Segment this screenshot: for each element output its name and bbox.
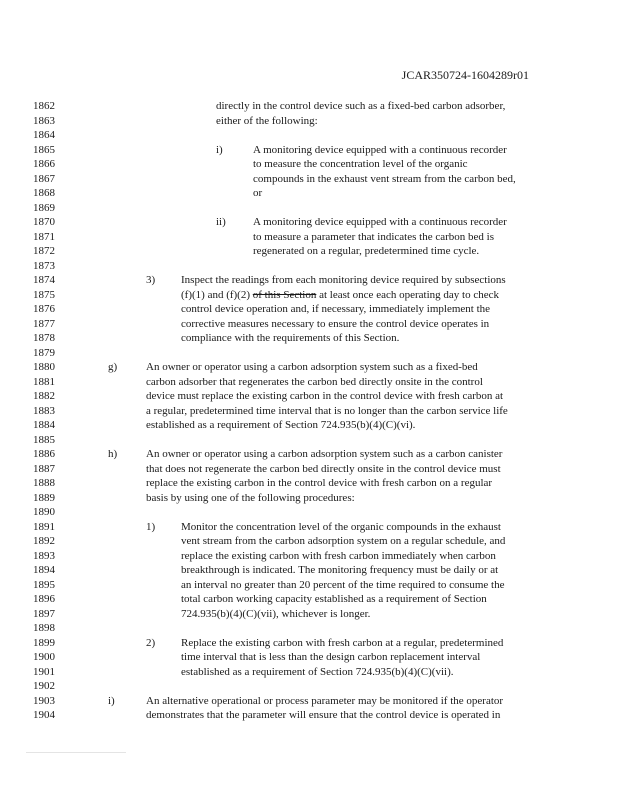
line-number: 1885 xyxy=(33,433,55,446)
line-number: 1899 xyxy=(33,636,55,649)
line-number: 1862 xyxy=(33,100,55,112)
paragraph-text: to measure the concentration level of the organic xyxy=(253,158,468,170)
line-number: 1866 xyxy=(33,158,55,170)
line-number: 1883 xyxy=(33,404,55,417)
line-number: 1888 xyxy=(33,477,55,489)
paragraph-text: Monitor the concentration level of the organic compounds in the exhaust xyxy=(181,520,501,533)
item-label: 3) xyxy=(146,274,156,286)
line-number: 1887 xyxy=(33,462,55,475)
paragraph-text: demonstrates that the parameter will ensure that the control device is operated in xyxy=(146,709,501,721)
line-number: 1881 xyxy=(33,375,55,388)
paragraph-text: established as a requirement of Section 724.935(b)(4)(C)(vii). xyxy=(181,665,454,678)
line-number: 1877 xyxy=(33,317,55,330)
line-number: 1884 xyxy=(33,419,55,431)
paragraph-text: total carbon working capacity established as a requirement of Section xyxy=(181,593,487,605)
line-number: 1882 xyxy=(33,390,55,402)
line-number: 1892 xyxy=(33,535,55,547)
line-number: 1903 xyxy=(33,694,55,707)
paragraph-text: a regular, predetermined time interval that is no longer than the carbon service life xyxy=(146,404,508,417)
paragraph-text: An alternative operational or process parameter may be monitored if the operator xyxy=(146,694,504,707)
paragraph-text: carbon adsorber that regenerates the carbon bed directly onsite in the control xyxy=(146,375,483,388)
line-number: 1865 xyxy=(33,143,55,156)
line-number: 1876 xyxy=(33,303,55,315)
line-number: 1889 xyxy=(33,491,55,504)
line-number: 1864 xyxy=(33,129,55,141)
struck-text: of this Section xyxy=(252,288,317,301)
paragraph-text-part: at least once each operating day to check xyxy=(319,288,499,301)
paragraph-text: regenerated on a regular, predetermined time cycle. xyxy=(253,245,480,257)
paragraph-text xyxy=(181,288,499,303)
paragraph-text: to measure a parameter that indicates the carbon bed is xyxy=(253,230,494,243)
paragraph-text: Replace the existing carbon with fresh carbon at a regular, predetermined xyxy=(181,636,504,649)
line-number: 1901 xyxy=(33,665,55,678)
paragraph-text: replace the existing carbon with fresh carbon immediately when carbon xyxy=(181,549,496,562)
paragraph-text: replace the existing carbon in the control device with fresh carbon on a regular xyxy=(146,477,493,489)
line-number: 1893 xyxy=(33,549,55,562)
paragraph-text: either of the following: xyxy=(216,114,318,127)
paragraph-text-part: (f)(1) and (f)(2) xyxy=(181,288,251,301)
line-number: 1879 xyxy=(33,346,55,359)
line-number: 1886 xyxy=(33,448,55,460)
paragraph-text: An owner or operator using a carbon adsorption system such as a fixed-bed xyxy=(146,361,478,373)
paragraph-text: established as a requirement of Section 724.935(b)(4)(C)(vi). xyxy=(146,419,416,431)
line-number: 1869 xyxy=(33,201,55,214)
paragraph-text: time interval that is less than the design carbon replacement interval xyxy=(181,651,481,663)
line-number: 1867 xyxy=(33,172,55,185)
item-label: g) xyxy=(108,361,118,373)
paragraph-text: compounds in the exhaust vent stream from the carbon bed, xyxy=(253,172,516,185)
paragraph-text: A monitoring device equipped with a continuous recorder xyxy=(253,143,507,156)
paragraph-text: corrective measures necessary to ensure the control device operates in xyxy=(181,317,490,330)
paragraph-text: an interval no greater than 20 percent of the time required to consume the xyxy=(181,578,505,591)
paragraph-text: control device operation and, if necessary, immediately implement the xyxy=(181,303,491,315)
line-number: 1895 xyxy=(33,578,55,591)
item-label: 2) xyxy=(146,636,156,649)
paragraph-text: Inspect the readings from each monitoring device required by subsections xyxy=(181,274,506,286)
line-number: 1891 xyxy=(33,520,55,533)
item-label: h) xyxy=(108,448,118,460)
line-number: 1894 xyxy=(33,564,55,576)
paragraph-text: or xyxy=(253,187,263,199)
document-id: JCAR350724-1604289r01 xyxy=(401,68,529,82)
line-number: 1875 xyxy=(33,288,55,301)
line-number: 1878 xyxy=(33,332,55,344)
item-label: ii) xyxy=(216,216,226,228)
line-number: 1898 xyxy=(33,622,55,634)
line-number: 1874 xyxy=(33,274,55,286)
paragraph-text: breakthrough is indicated. The monitoring frequency must be daily or at xyxy=(181,564,499,576)
line-number: 1880 xyxy=(33,361,55,373)
paragraph-text: A monitoring device equipped with a continuous recorder xyxy=(253,216,507,228)
paragraph-text: 724.935(b)(4)(C)(vii), whichever is longer. xyxy=(181,607,371,620)
line-number: 1890 xyxy=(33,506,55,518)
line-number: 1900 xyxy=(33,651,55,663)
paragraph-text: compliance with the requirements of this Section. xyxy=(181,332,400,344)
item-label: i) xyxy=(216,143,223,156)
paragraph-text: device must replace the existing carbon in the control device with fresh carbon at xyxy=(146,390,504,402)
footer-divider xyxy=(26,752,126,753)
line-number: 1897 xyxy=(33,607,55,620)
paragraph-text: that does not regenerate the carbon bed directly onsite in the control device must xyxy=(146,462,501,475)
line-number: 1871 xyxy=(33,230,55,243)
line-number: 1868 xyxy=(33,187,55,199)
line-number: 1904 xyxy=(33,709,55,721)
line-number: 1863 xyxy=(33,114,55,127)
line-number: 1896 xyxy=(33,593,55,605)
item-label: i) xyxy=(108,694,115,707)
line-number: 1872 xyxy=(33,245,55,257)
line-number: 1870 xyxy=(33,216,55,228)
paragraph-text: directly in the control device such as a fixed-bed carbon adsorber, xyxy=(216,100,506,112)
paragraph-text: vent stream from the carbon adsorption system on a regular schedule, and xyxy=(181,535,506,547)
paragraph-text: basis by using one of the following procedures: xyxy=(146,491,355,504)
paragraph-text: An owner or operator using a carbon adsorption system such as a carbon canister xyxy=(146,448,503,460)
line-number: 1873 xyxy=(33,259,55,272)
item-label: 1) xyxy=(146,520,156,533)
line-number: 1902 xyxy=(33,680,55,692)
